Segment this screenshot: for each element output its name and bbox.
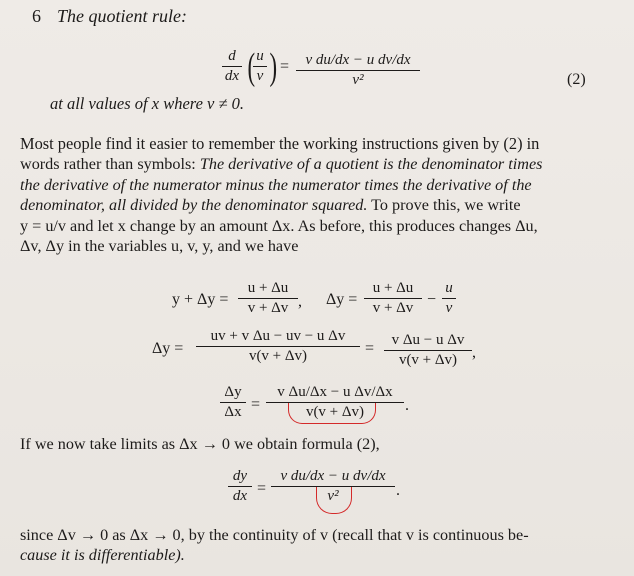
equation-tag: (2) [567, 71, 586, 88]
quotient-rule-rhs: v du/dx − u dv/dx v² [296, 52, 420, 89]
explanation-paragraph [20, 134, 606, 256]
paragraph-line: words rather than symbols: The derivative of a quotient is the denominator times [20, 155, 543, 174]
eq-d-end: . [396, 482, 400, 499]
paragraph-line: y = u/v and let x change by an amount Δx. As before, this produces changes Δu, [20, 216, 538, 235]
eq-a-left: y + Δy = [172, 291, 229, 308]
right-paren: ) [269, 46, 278, 88]
paragraph-line: denominator, all divided by the denominator squared. To prove this, we write [20, 196, 521, 215]
u-over-v: u v [253, 48, 267, 85]
eq-a-mid: Δy = [326, 291, 358, 308]
d-over-dx: d dx [222, 48, 242, 85]
eq-c-frac2: v Δu/Δx − u Δv/Δx v(v + Δv) [266, 384, 404, 421]
eq-c-frac1: Δy Δx [220, 384, 246, 421]
limits-line: If we now take limits as Δx → 0 we obtain formula (2), [20, 435, 380, 453]
paragraph-line: Most people find it easier to remember the working instructions given by (2) in [20, 134, 540, 153]
eq-b-end: , [472, 344, 476, 361]
eq-a-frac2: u + Δu v + Δv [364, 280, 422, 317]
condition-line: at all values of x where v ≠ 0. [50, 94, 245, 113]
closing-line: since Δv → 0 as Δx → 0, by the continuity of v (recall that v is continuous be- [20, 526, 529, 544]
eq-b-frac1: uv + v Δu − uv − u Δv v(v + Δv) [196, 328, 360, 365]
red-pen-circle [288, 403, 376, 424]
eq-d-equals: = [257, 480, 267, 497]
eq-d-frac1: dy dx [228, 468, 252, 505]
eq-c-end: . [405, 397, 409, 414]
eq-a-frac1: u + Δu v + Δv [238, 280, 298, 317]
left-paren: ( [247, 46, 256, 88]
eq-d-frac2: v du/dx − u dv/dx v² [271, 468, 395, 505]
eq-b-left: Δy = [152, 340, 184, 357]
item-title: The quotient rule: [57, 6, 187, 26]
item-number: 6 [32, 6, 41, 26]
eq-a-minus: − [427, 291, 437, 308]
eq-a-comma: , [298, 293, 302, 310]
closing-paragraph [20, 525, 606, 566]
eq-b-frac2: v Δu − u Δv v(v + Δv) [384, 332, 472, 369]
paragraph-line: the derivative of the numerator minus the numerator times the derivative of the [20, 175, 532, 194]
eq-b-equals: = [365, 340, 375, 357]
eq-c-equals: = [251, 396, 261, 413]
eq-a-frac3: u v [442, 280, 456, 317]
equals-sign: = [280, 58, 290, 75]
closing-line: cause it is differentiable). [20, 546, 185, 565]
red-pen-circle [316, 487, 352, 514]
paragraph-line: Δv, Δy in the variables u, v, y, and we have [20, 237, 299, 256]
